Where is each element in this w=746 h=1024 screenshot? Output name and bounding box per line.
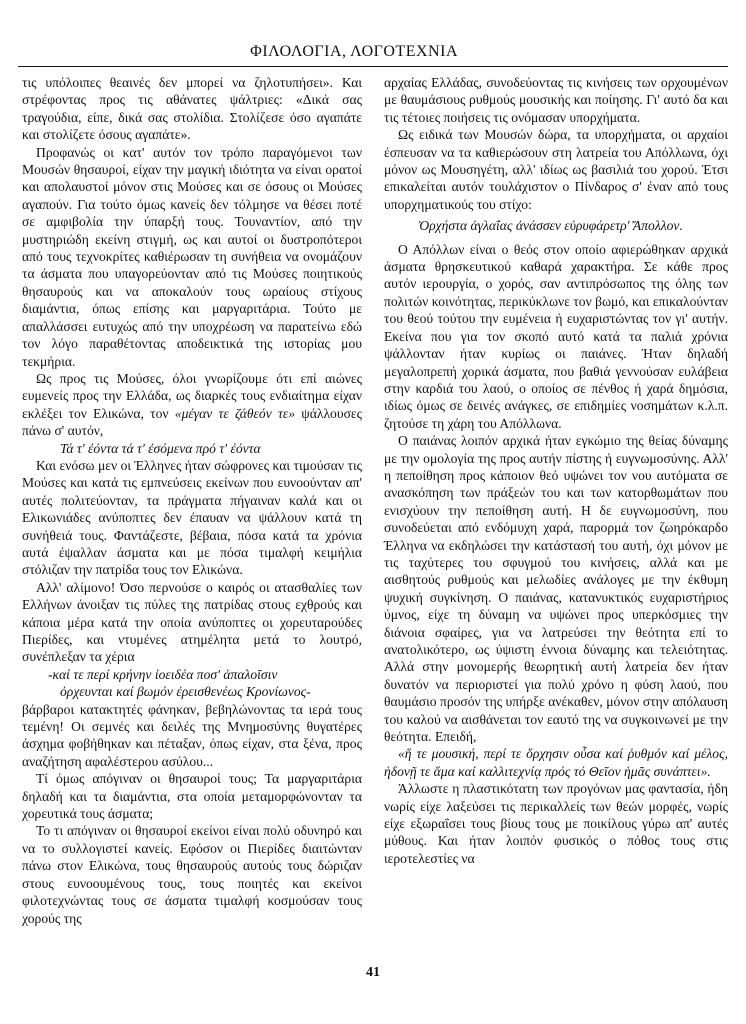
ancient-quote: «μέγαν τε ζάθεόν τε» <box>174 405 295 421</box>
paragraph <box>384 745 728 780</box>
paragraph: Το τι απόγιναν οι θησαυροί εκείνοι είναι πολύ οδυνηρό και να το συλλογιστεί κανείς. Εφόσον οι Πιερίδες διαιτώνταν πάνω στον Ελικώνα, τους θησαυρούς αυτούς τους δώριζαν στους ευνοουμένους τους, τους ποιητές και εκείνοι φιλοτεχνώντας τους σε άσματα τιμαλφή κοσμούσαν τους χορούς της <box>22 823 362 926</box>
text-run: Ως προς τις Μούσες, όλοι γνωρίζουμε ότι επί αιώνες ευμενείς προς την Ελλάδα, ως διαρκές τους ενδιαίτημα είχαν εκλέξει τον Ελικώνα, τον <box>22 370 362 421</box>
section-title: ΦΙΛΟΛΟΓΙΑ, ΛΟΓΟΤΕΧΝΙΑ <box>250 43 458 60</box>
verse-line: -καί τε περί κρήνην ἰοειδέα ποσ' ἁπαλοῖσιν <box>48 666 278 682</box>
verse-line: Τά τ' ἐόντα τά τ' ἐσόμενα πρό τ' ἐόντα <box>60 440 261 456</box>
paragraph: Τί όμως απόγιναν οι θησαυροί τους; Τα μαργαριτάρια δηλαδή και τα διαμάντια, στα οποία μεταμορφώνονταν τα χορευτικά τους άσματα; <box>22 771 362 822</box>
paragraph: Ο παιάνας λοιπόν αρχικά ήταν εγκώμιο της θείας δύναμης με την ομολογία της προς αυτήν πίστης ή ευγνωμοσύνης. Αλλ' η πεποίθηση προς κάποιον θεό υψώνει τον νου αυτόματα σε ανασκόπηση των πράξεών του και των κατορθωμάτων που ενισχύουν την πεποίθηση αυτή. Η δε ευγνωμοσύνη, που συνοδεύεται από ενδόμυχη χαρά, παρορμά τον ζωηρόκαρδο Έλληνα να εκδηλώσει την κατάστασή του αυτή, όχι μόνον με τις ταχύτερες του σφυγμού του κινήσεις, αλλά και με αισθητούς ρυθμούς και μελωδίες ανάλογες με την έκθυμη ψυχική συγκίνηση. Ο παιάνας, κατανυκτικός ευχαριστήριος ύμνος, είχε τη δύναμη να υψώνει προς υπερκόσμιες την διάνοια σφαίρες, για να λατρεύσει την θεότητα επί το ανατολικότερο, ως ύψιστη έννοια δύναμης και τελειότητας. Αλλά στην μονομερής θεωρητική αυτή λατρεία δεν ήταν δυνατόν να περιοριστεί για πολύ χρόνο η φύση λαού, που θαυμάσιο προσόν της υπήρξε ανέκαθεν, μόνον στην απόλαυση του καλού να αισθάνεται τον εαυτό της να συγκοινωνεί με την θεότητα. Επειδή, <box>384 433 728 745</box>
page-number: 41 <box>366 965 380 980</box>
paragraph: Αλλ' αλίμονο! Όσο περνούσε ο καιρός οι ατασθαλίες των Ελλήνων άνοιξαν τις πύλες της πατρίδας στους εχθρούς και κάποια μέρα κατά την οποία ανύποπτες οι χορευταρούδες Πιερίδες, και ντυμένες ατημέλητα μετά το λουτρό, συνέπλεξαν τα χέρια <box>22 579 362 665</box>
ancient-quote: «ἥ τε μουσική, περί τε ὄρχησιν οὖσα καί ῥυθμόν καί μέλος, ἡδονῇ τε ἅμα καί καλλιτεχνίᾳ πρός τό Θεῖον ἡμᾶς συνάπτει». <box>384 746 728 779</box>
paragraph: Ο Απόλλων είναι ο θεός στον οποίο αφιερώθηκαν αρχικά άσματα θρησκευτικού καθαρά χαρακτήρα. Σε κάθε προς αυτόν ιερουργία, ο χορός, σαν αντιπρόσωπος της όλης των πολιτών κοινότητας, περικύκλωνε τον βωμό, και επικαλούνταν του θεού τούτου την ευμένεια ή ευχαριστώντας τον γι' αυτήν. Εκείνα που για τον σκοπό αυτό κατά τα παλιά χρόνια ψάλλονταν ήταν κυρίως οι παιάνες. Ήταν δηλαδή μεγαλοπρεπή χορικά άσματα, που βαθιά γεννούσαν ευλάβεια στην καρδιά του λαού, ο οποίος σε πένθος ή χαρά δημόσια, ιδίως όμως σε δεινές ανάγκες, σε επιδημίες νοσημάτων κ.λ.π. ζητούσε τη χάρη του Απόλλωνα. <box>384 241 728 431</box>
paragraph: αρχαίας Ελλάδας, συνοδεύοντας τις κινήσεις των ορχουμένων με θαυμάσιους ρυθμούς μουσικής και ποίησης. Γι' αυτό δα και τις τέτοιες ποιήσεις τις ονόμασαν υπορχήματα. <box>384 75 728 125</box>
right-column <box>384 74 728 867</box>
verse-line: ὀρχευνται καί βωμόν ἐρεισθενέως Κρονίωνος- <box>60 684 311 700</box>
paragraph: τις υπόλοιπες θεαινές δεν μπορεί να ζηλοτυπήσει». Και στρέφοντας προς τις αθάνατες ψάλτριες: «Δικά σας τραγούδια, είπε, δικά σας στολίδια. Στολίζεσε όσο αγαπάτε και στολίζετε όσους αγαπάτε». <box>22 75 362 143</box>
left-column <box>22 74 362 927</box>
running-header <box>18 40 728 67</box>
paragraph: βάρβαροι κατακτητές φάνηκαν, βεβηλώνοντας τα ιερά τους τεμένη! Οι σεμνές και δειλές της Μνημοσύνης θυγατέρες άσχημα φοβήθηκαν και πέταξαν, όπως είχαν, στα ξένα, προς αναζήτηση αφαλέστερου ασύλου... <box>22 701 362 769</box>
paragraph <box>22 370 362 440</box>
paragraph: Και ενόσω μεν οι Έλληνες ήταν σώφρονες και τιμούσαν τις Μούσες και κατά τις εμπνεύσεις εκείνων που ευνοούνταν απ' αυτές πολιτεύονταν, τα πράγματα πήγαιναν καλά και οι Ελικωνιάδες ανύποπτες δεν έπαυαν να ψάλλουν κατά τη συνήθειά τους. Φαντάζεστε, βέβαια, πόσα κατά τα χρόνια αυτά έψαλλαν άσματα και με πόσα τιμαλφή κειμήλια στόλιζαν την πατρίδα τους τον Ελικώνα. <box>22 457 362 578</box>
paragraph: Ως ειδικά των Μουσών δώρα, τα υπορχήματα, οι αρχαίοι έσπευσαν να τα καθιερώσουν στη λατρεία του Απόλλωνα, όχι μόνον ως Μουσηγέτη, αλλ' ιδίως ως βασιλιά του χορού. Έτσι επικαλείται αυτόν τουλάχιστον ο Πίνδαρος σ' έναν από τους υπορχηματικούς του στίχο: <box>384 127 728 212</box>
paragraph: Προφανώς οι κατ' αυτόν τον τρόπο παραγόμενοι των Μουσών θησαυροί, είχαν την μαγική ιδιότητα να είναι ορατοί και απολαυστοί μόνον στις Μούσες και σε όσους οι Μούσες αγαπούν. Για τούτο όμως κανείς δεν τόλμησε να θέσει ποτέ σε αμφιβολία την ύπαρξή τους. Τουναντίον, από την μυστηριώδη εκείνη στιγμή, ως και αυτοί οι δυστροπότεροι από τους τεχνοκρίτες καθιέρωσαν τη συνήθεια να ονομάζουν τα άσματα που υπαγορεύονταν από τις Μούσες ποιητικούς θησαυρούς και να αποκαλούν τους ωραίους στίχους διαμάντια, όπως επίσης και μαργαριτάρια. Τούτο με απαλλάσσει ευτυχώς από την υποχρέωση να παρατείνω εδώ τον λόγο παραθέτοντας αποδεικτικά της ιστορίας μου τεκμήρια. <box>22 144 362 369</box>
paragraph: Άλλωστε η πλαστικότατη των προγόνων μας φαντασία, ήδη νωρίς είχε λαξεύσει τις περικαλλείς των θεών μορφές, νωρίς είχε εξωραΐσει τους βίους τους με ποικίλους γύρω απ' αυτές μύθους. Και ήταν λοιπόν φυσικός ο πόθος τους στις ιεροτελεστίες να <box>384 781 728 866</box>
pindar-quote: Ὀρχήστα ἀγλαΐας ἀνάσσεν εὐρυφάρετρ' Ἄπολλον. <box>418 218 683 234</box>
text-run: ψάλλουσες πάνω σ' αυτόν, <box>22 405 363 439</box>
